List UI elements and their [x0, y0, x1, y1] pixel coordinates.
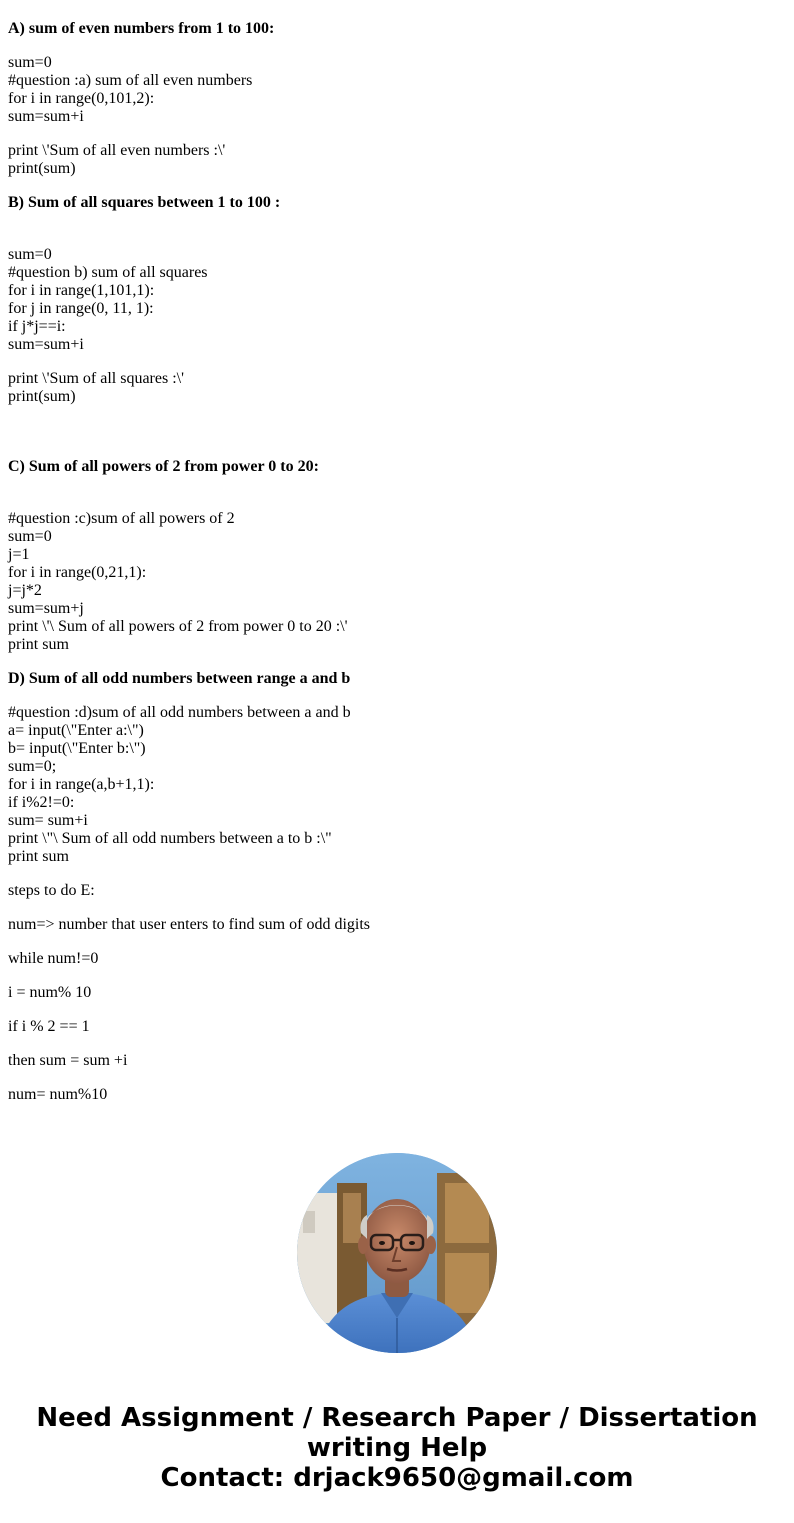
section-a-heading: A) sum of even numbers from 1 to 100: — [8, 20, 275, 37]
code-line: print sum — [8, 848, 69, 865]
section-a-print — [8, 142, 778, 178]
author-photo — [297, 1153, 497, 1353]
code-line: print(sum) — [8, 160, 76, 177]
code-line: print \'\ Sum of all powers of 2 from power 0 to 20 :\' — [8, 618, 348, 635]
code-line: #question b) sum of all squares — [8, 264, 208, 281]
document-body — [8, 20, 778, 1120]
banner-line: Need Assignment / Research Paper / Dissertation — [36, 1403, 758, 1433]
code-line: for j in range(0, 11, 1): — [8, 300, 154, 317]
banner-line: writing Help — [306, 1433, 488, 1463]
code-line: sum=0 — [8, 528, 52, 545]
code-line: print(sum) — [8, 388, 76, 405]
code-line: sum= sum+i — [8, 812, 88, 829]
code-line: if i%2!=0: — [8, 794, 75, 811]
code-line: sum=0 — [8, 54, 52, 71]
section-d-heading: D) Sum of all odd numbers between range a and b — [8, 670, 351, 687]
code-line: a= input(\"Enter a:\") — [8, 722, 144, 739]
code-line: for i in range(0,101,2): — [8, 90, 155, 107]
section-e-title: steps to do E: — [8, 882, 95, 899]
section-a-code — [8, 54, 778, 126]
code-line: print \'Sum of all even numbers :\' — [8, 142, 226, 159]
code-line: j=j*2 — [8, 582, 42, 599]
section-b-heading: B) Sum of all squares between 1 to 100 : — [8, 194, 281, 211]
code-line: sum=sum+i — [8, 336, 84, 353]
step-item: if i % 2 == 1 — [8, 1018, 90, 1035]
code-line: sum=sum+i — [8, 108, 84, 125]
code-line: for i in range(a,b+1,1): — [8, 776, 155, 793]
code-line: print \'Sum of all squares :\' — [8, 370, 184, 387]
code-line: sum=sum+j — [8, 600, 84, 617]
code-line: if j*j==i: — [8, 318, 66, 335]
code-line: #question :c)sum of all powers of 2 — [8, 510, 235, 527]
section-c-code — [8, 510, 778, 654]
promo-banner — [0, 1403, 794, 1493]
code-line: #question :a) sum of all even numbers — [8, 72, 253, 89]
section-d-code — [8, 704, 778, 866]
step-item: i = num% 10 — [8, 984, 92, 1001]
code-line: for i in range(0,21,1): — [8, 564, 147, 581]
code-line: sum=0 — [8, 246, 52, 263]
section-b-print — [8, 370, 778, 406]
code-line: print \"\ Sum of all odd numbers between a to b :\" — [8, 830, 332, 847]
code-line: j=1 — [8, 546, 30, 563]
section-c-heading: C) Sum of all powers of 2 from power 0 to 20: — [8, 458, 319, 475]
code-line: for i in range(1,101,1): — [8, 282, 155, 299]
code-line: print sum — [8, 636, 69, 653]
step-item: num=> number that user enters to find sum of odd digits — [8, 916, 370, 933]
code-line: #question :d)sum of all odd numbers between a and b — [8, 704, 351, 721]
banner-contact: Contact: drjack9650@gmail.com — [160, 1463, 634, 1493]
code-line: b= input(\"Enter b:\") — [8, 740, 146, 757]
step-item: while num!=0 — [8, 950, 99, 967]
step-item: num= num%10 — [8, 1086, 108, 1103]
section-b-code — [8, 246, 778, 354]
author-portrait-image — [297, 1153, 497, 1353]
step-item: then sum = sum +i — [8, 1052, 128, 1069]
code-line: sum=0; — [8, 758, 57, 775]
